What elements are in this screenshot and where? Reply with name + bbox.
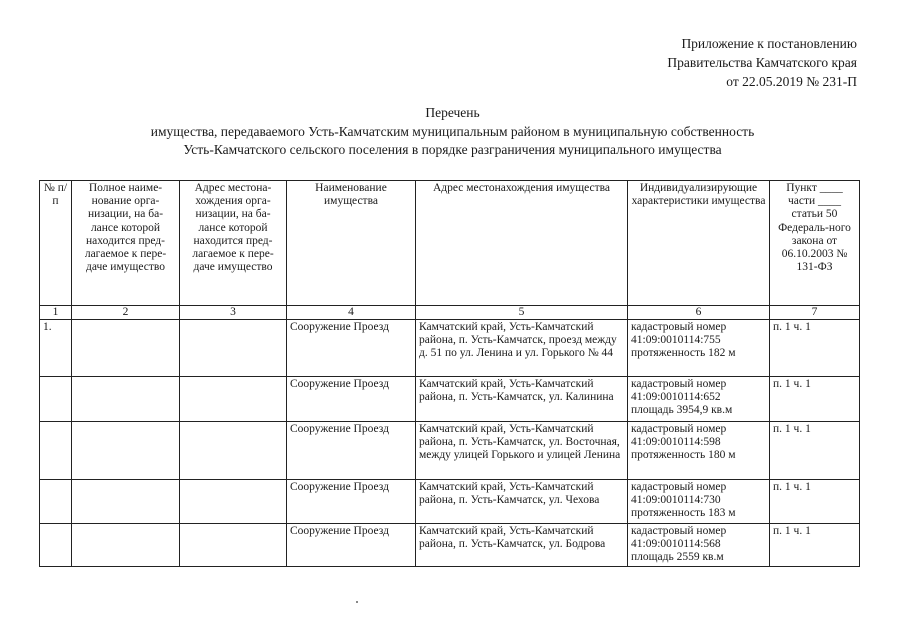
column-number: 6: [628, 306, 770, 320]
header-clause: Пункт ____ части ____ статьи 50 Федераль-ного закона от 06.10.2003 № 131-ФЗ: [770, 181, 860, 306]
property-name-cell: Сооружение Проезд: [287, 524, 416, 567]
header-property-name: Наименование имущества: [287, 181, 416, 306]
row-number: 1.: [40, 320, 72, 377]
property-name-cell: Сооружение Проезд: [287, 422, 416, 480]
column-number: 2: [72, 306, 180, 320]
property-table: [39, 180, 860, 567]
characteristics-cell: кадастровый номер 41:09:0010114:598 протяженность 180 м: [628, 422, 770, 480]
header-num: № п/п: [40, 181, 72, 306]
column-number-row: [40, 306, 860, 320]
org-name-cell: [72, 377, 180, 422]
header-property-address: Адрес местонахождения имущества: [416, 181, 628, 306]
scan-speck: [356, 601, 358, 603]
header-characteristics: Индивидуализирующие характеристики имущества: [628, 181, 770, 306]
table-header-row: [40, 181, 860, 306]
property-address-cell: Камчатский край, Усть-Камчатский района, п. Усть-Камчатск, ул. Восточная, между улицей Горького и улицей Ленина: [416, 422, 628, 480]
org-name-cell: [72, 524, 180, 567]
characteristics-cell: кадастровый номер 41:09:0010114:730 протяженность 183 м: [628, 480, 770, 524]
title-line-3: Усть-Камчатского сельского поселения в порядке разграничения муниципального имущества: [183, 142, 722, 157]
table-row: [40, 480, 860, 524]
property-name-cell: Сооружение Проезд: [287, 377, 416, 422]
org-name-cell: [72, 320, 180, 377]
clause-cell: п. 1 ч. 1: [770, 524, 860, 567]
column-number: 7: [770, 306, 860, 320]
clause-cell: п. 1 ч. 1: [770, 422, 860, 480]
column-number: 5: [416, 306, 628, 320]
header-org-address: Адрес местона-хождения орга-низации, на ба-лансе которой находится пред-лагаемое к пере-даче имущество: [180, 181, 287, 306]
org-name-cell: [72, 480, 180, 524]
org-address-cell: [180, 524, 287, 567]
org-address-cell: [180, 422, 287, 480]
column-number: 1: [40, 306, 72, 320]
property-address-cell: Камчатский край, Усть-Камчатский района, п. Усть-Камчатск, ул. Калинина: [416, 377, 628, 422]
title-line-1: Перечень: [425, 105, 480, 120]
appendix-line-2: Правительства Камчатского края: [667, 55, 857, 70]
characteristics-cell: кадастровый номер 41:09:0010114:568 площадь 2559 кв.м: [628, 524, 770, 567]
appendix-line-3: от 22.05.2019 № 231-П: [726, 74, 857, 89]
clause-cell: п. 1 ч. 1: [770, 480, 860, 524]
row-number: [40, 377, 72, 422]
header-org-name: Полное наиме-нование орга-низации, на ба-лансе которой находится пред-лагаемое к пере-даче имущество: [72, 181, 180, 306]
table-row: [40, 320, 860, 377]
table-row: [40, 422, 860, 480]
property-address-cell: Камчатский край, Усть-Камчатский района, п. Усть-Камчатск, ул. Бодрова: [416, 524, 628, 567]
table-row: [40, 524, 860, 567]
clause-cell: п. 1 ч. 1: [770, 320, 860, 377]
property-address-cell: Камчатский край, Усть-Камчатский района, п. Усть-Камчатск, проезд между д. 51 по ул. Ленина и ул. Горького № 44: [416, 320, 628, 377]
characteristics-cell: кадастровый номер 41:09:0010114:755 протяженность 182 м: [628, 320, 770, 377]
characteristics-cell: кадастровый номер 41:09:0010114:652 площадь 3954,9 кв.м: [628, 377, 770, 422]
property-name-cell: Сооружение Проезд: [287, 320, 416, 377]
row-number: [40, 480, 72, 524]
column-number: 3: [180, 306, 287, 320]
org-address-cell: [180, 480, 287, 524]
org-name-cell: [72, 422, 180, 480]
clause-cell: п. 1 ч. 1: [770, 377, 860, 422]
document-title: [0, 104, 905, 160]
title-line-2: имущества, передаваемого Усть-Камчатским муниципальным районом в муниципальную собственность: [150, 123, 755, 139]
table-row: [40, 377, 860, 422]
org-address-cell: [180, 320, 287, 377]
property-address-cell: Камчатский край, Усть-Камчатский района, п. Усть-Камчатск, ул. Чехова: [416, 480, 628, 524]
org-address-cell: [180, 377, 287, 422]
appendix-line-1: Приложение к постановлению: [681, 36, 857, 51]
appendix-header: [667, 34, 857, 91]
row-number: [40, 422, 72, 480]
property-name-cell: Сооружение Проезд: [287, 480, 416, 524]
column-number: 4: [287, 306, 416, 320]
row-number: [40, 524, 72, 567]
